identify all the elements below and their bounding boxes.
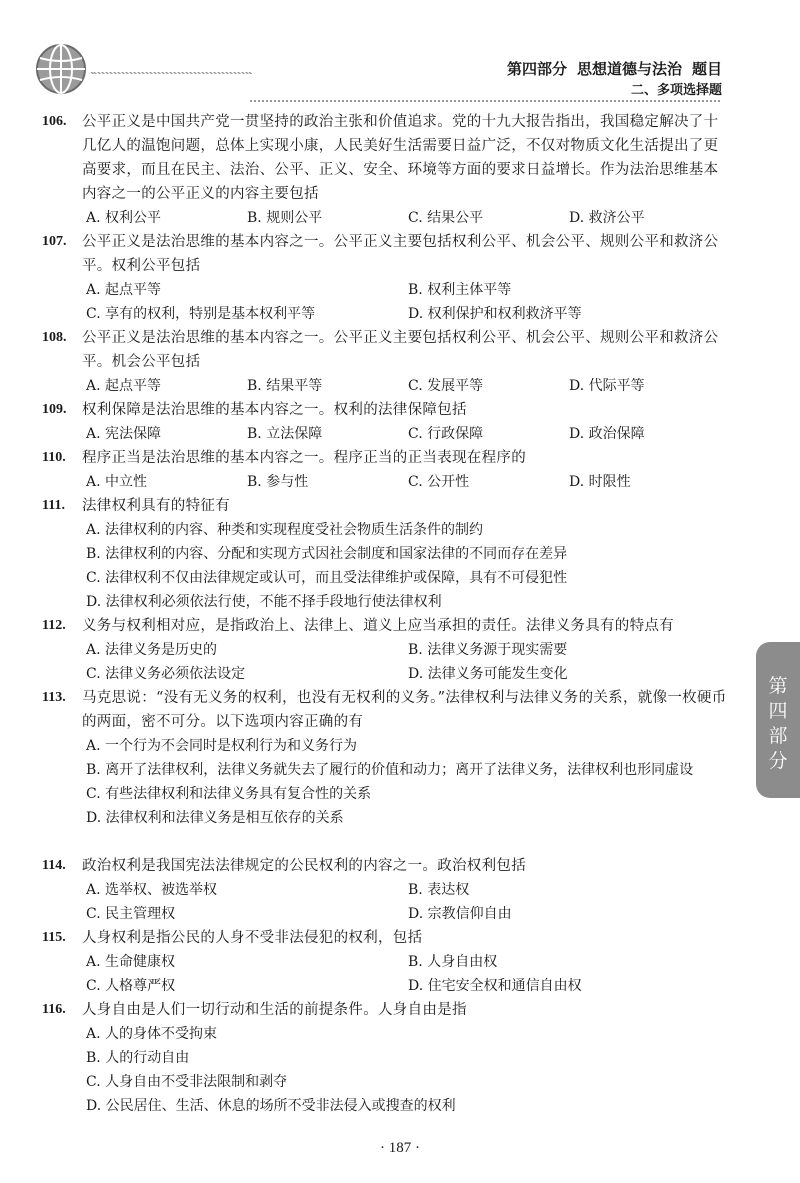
globe-logo-icon: [34, 42, 88, 96]
option-a: A. 法律权利的内容、种类和实现程度受社会物质生活条件的制约: [86, 522, 484, 538]
page-number: · 187 ·: [380, 1140, 420, 1156]
question-stem: 程序正当是法治思维的基本内容之一。程序正当的正当表现在程序的: [82, 450, 526, 466]
header-divider: [250, 100, 720, 102]
question-109: [42, 398, 730, 446]
question-number: 109.: [42, 402, 67, 417]
question-number: 107.: [42, 234, 67, 249]
option-c: C. 民主管理权: [86, 906, 176, 922]
question-111: [42, 494, 730, 614]
option-c: C. 人格尊严权: [86, 978, 176, 994]
question-number: 115.: [42, 930, 66, 945]
section-side-tab: [756, 642, 800, 798]
option-a: A. 宪法保障: [86, 426, 162, 442]
option-c: C. 法律义务必须依法设定: [86, 666, 246, 682]
question-114: [42, 854, 730, 926]
question-stem: 法律权利具有的特征有: [82, 498, 230, 514]
question-number: 106.: [42, 114, 67, 129]
question-108: [42, 326, 730, 398]
question-stem: 政治权利是我国宪法法律规定的公民权利的内容之一。政治权利包括: [82, 858, 526, 874]
option-d: D. 住宅安全权和通信自由权: [408, 978, 582, 994]
question-106: [42, 110, 730, 230]
option-a: A. 一个行为不会同时是权利行为和义务行为: [86, 738, 358, 754]
option-b: B. 规则公平: [247, 210, 323, 226]
option-b: B. 法律义务源于现实需要: [408, 642, 568, 658]
option-a: A. 人的身体不受拘束: [86, 1026, 218, 1042]
option-d: D. 政治保障: [569, 426, 645, 442]
option-d: D. 救济公平: [569, 210, 645, 226]
question-stem: 人身自由是人们一切行动和生活的前提条件。人身自由是指: [82, 1002, 467, 1018]
question-stem: 公平正义是中国共产党一贯坚持的政治主张和价值追求。党的十九大报告指出，我国稳定解决了十几亿人的温饱问题，总体上实现小康，人民美好生活需要日益广泛，不仅对物质文化生活提出了更高要求，而且在民主、法治、公平、正义、安全、环境等方面的要求日益增长。作为法治思维基本内容之一的公平正义的内容主要包括: [82, 114, 719, 202]
option-d: D. 权利保护和权利救济平等: [408, 306, 582, 322]
header-topic: 题目: [691, 60, 722, 78]
header-subtitle: 二、多项选择题: [630, 83, 722, 98]
option-b: B. 参与性: [247, 474, 309, 490]
option-b: B. 权利主体平等: [408, 282, 512, 298]
question-113: [42, 686, 730, 830]
option-a: A. 法律义务是历史的: [86, 642, 218, 658]
option-d: D. 法律权利和法律义务是相互依存的关系: [86, 810, 344, 826]
question-107: [42, 230, 730, 326]
option-a: A. 生命健康权: [86, 954, 176, 970]
question-112: [42, 614, 730, 686]
side-tab-char: 四: [768, 700, 788, 722]
side-tab-char: 第: [768, 675, 788, 697]
option-a: A. 起点平等: [86, 282, 162, 298]
question-stem: 公平正义是法治思维的基本内容之一。公平正义主要包括权利公平、机会公平、规则公平和救济公平。权利公平包括: [82, 234, 719, 274]
header-part: 第四部分: [506, 60, 567, 78]
option-d: D. 法律义务可能发生变化: [408, 666, 568, 682]
option-b: B. 法律权利的内容、分配和实现方式因社会制度和国家法律的不同而存在差异: [86, 546, 568, 562]
option-b: B. 立法保障: [247, 426, 323, 442]
option-a: A. 中立性: [86, 474, 148, 490]
question-number: 111.: [42, 498, 65, 513]
question-stem: 马克思说：“没有无义务的权利，也没有无权利的义务。”法律权利与法律义务的关系，就像一枚硬币的两面，密不可分。以下选项内容正确的有: [82, 690, 727, 730]
running-header: [507, 58, 722, 79]
option-c: C. 享有的权利，特别是基本权利平等: [86, 306, 316, 322]
option-c: C. 法律权利不仅由法律规定或认可，而且受法律维护或保障，具有不可侵犯性: [86, 570, 568, 586]
option-b: B. 人的行动自由: [86, 1050, 190, 1066]
question-number: 110.: [42, 450, 66, 465]
question-116: [42, 998, 730, 1118]
question-number: 108.: [42, 330, 67, 345]
option-b: B. 离开了法律权利，法律义务就失去了履行的价值和动力；离开了法律义务，法律权利也形同虚设: [86, 762, 694, 778]
option-c: C. 人身自由不受非法限制和剥夺: [86, 1074, 288, 1090]
option-c: C. 发展平等: [408, 378, 484, 394]
option-c: C. 公开性: [408, 474, 470, 490]
side-tab-char: 部: [768, 725, 788, 747]
question-stem: 公平正义是法治思维的基本内容之一。公平正义主要包括权利公平、机会公平、规则公平和救济公平。机会公平包括: [82, 330, 719, 370]
side-tab-char: 分: [768, 750, 788, 772]
header-section: 思想道德与法治: [576, 60, 682, 78]
option-b: B. 表达权: [408, 882, 470, 898]
option-c: C. 行政保障: [408, 426, 484, 442]
option-d: D. 法律权利必须依法行使，不能不择手段地行使法律权利: [86, 594, 442, 610]
question-number: 112.: [42, 618, 66, 633]
option-c: C. 结果公平: [408, 210, 484, 226]
option-a: A. 选举权、被选举权: [86, 882, 218, 898]
question-stem: 人身权利是指公民的人身不受非法侵犯的权利，包括: [82, 930, 423, 946]
option-b: B. 结果平等: [247, 378, 323, 394]
option-d: D. 时限性: [569, 474, 631, 490]
question-110: [42, 446, 730, 494]
question-number: 114.: [42, 858, 66, 873]
option-d: D. 公民居住、生活、休息的场所不受非法侵入或搜查的权利: [86, 1098, 456, 1114]
option-a: A. 起点平等: [86, 378, 162, 394]
question-stem: 义务与权利相对应，是指政治上、法律上、道义上应当承担的责任。法律义务具有的特点有: [82, 618, 674, 634]
option-a: A. 权利公平: [86, 210, 162, 226]
option-c: C. 有些法律权利和法律义务具有复合性的关系: [86, 786, 372, 802]
question-number: 116.: [42, 1002, 66, 1017]
question-number: 113.: [42, 690, 66, 705]
option-d: D. 宗教信仰自由: [408, 906, 512, 922]
question-115: [42, 926, 730, 998]
option-d: D. 代际平等: [569, 378, 645, 394]
question-stem: 权利保障是法治思维的基本内容之一。权利的法律保障包括: [82, 402, 467, 418]
option-b: B. 人身自由权: [408, 954, 498, 970]
